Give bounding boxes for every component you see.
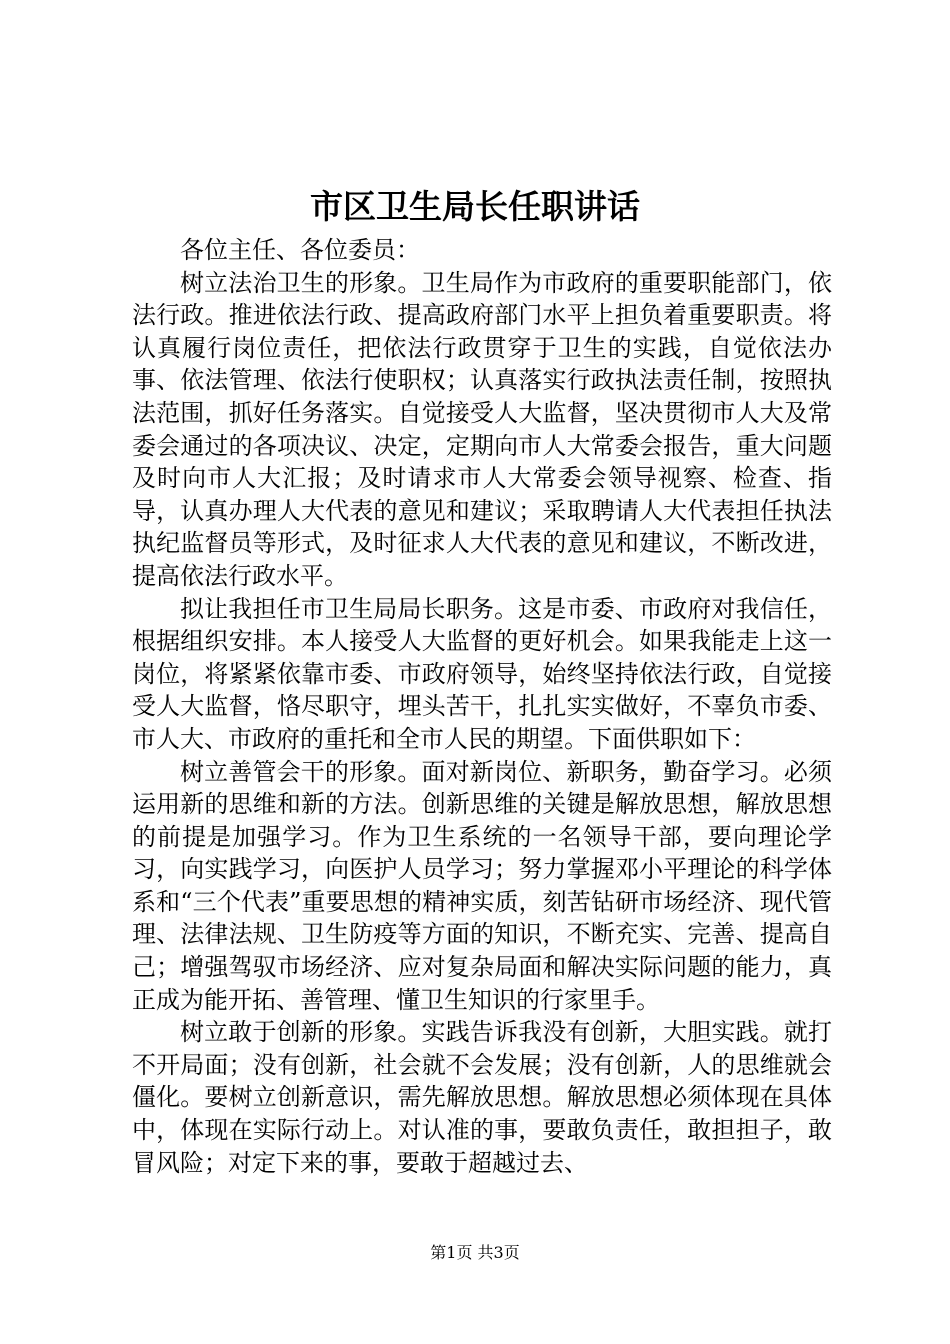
page-footer: 第1页 共3页: [430, 1243, 520, 1262]
paragraph-management: 树立善管会干的形象。面对新岗位、新职务，勤奋学习。必须运用新的思维和新的方法。创新思维的关键是解放思想，解放思想的前提是加强学习。作为卫生系统的一名领导干部，要向理论学习，向实践学习，向医护人员学习；努力掌握邓小平理论的科学体系和“三个代表”重要思想的精神实质，刻苦钻研市场经济、现代管理、法律法规、卫生防疫等方面的知识，不断充实、完善、提高自己；增强驾驭市场经济、应对复杂局面和解决实际问题的能力，真正成为能开拓、善管理、懂卫生知识的行家里手。: [132, 757, 832, 1014]
salutation: 各位主任、各位委员：: [180, 236, 420, 264]
paragraph-appointment: 拟让我担任市卫生局局长职务。这是市委、市政府对我信任，根据组织安排。本人接受人大监督的更好机会。如果我能走上这一岗位，将紧紧依靠市委、市政府领导，始终坚持依法行政，自觉接受人大监督，恪尽职守，埋头苦干，扎扎实实做好，不辜负市委、市人大、市政府的重托和全市人民的期望。下面供职如下：: [132, 594, 832, 753]
paragraph-rule-of-law: 树立法治卫生的形象。卫生局作为市政府的重要职能部门，依法行政。推进依法行政、提高政府部门水平上担负着重要职责。将认真履行岗位责任，把依法行政贯穿于卫生的实践，自觉依法办事、依法管理、依法行使职权；认真落实行政执法责任制，按照执法范围，抓好任务落实。自觉接受人大监督，坚决贯彻市人大及常委会通过的各项决议、决定，定期向市人大常委会报告，重大问题及时向市人大汇报；及时请求市人大常委会领导视察、检查、指导，认真办理人大代表的意见和建议；采取聘请人大代表担任执法执纪监督员等形式，及时征求人大代表的意见和建议，不断改进，提高依法行政水平。: [132, 268, 832, 590]
document-title: 市区卫生局长任职讲话: [310, 187, 640, 226]
document-body: [132, 234, 832, 1179]
paragraph-innovation: 树立敢于创新的形象。实践告诉我没有创新，大胆实践。就打不开局面；没有创新，社会就不会发展；没有创新，人的思维就会僵化。要树立创新意识，需先解放思想。解放思想必须体现在具体中，体现在实际行动上。对认准的事，要敢负责任，敢担担子，敢冒风险；对定下来的事，要敢于超越过去、: [132, 1018, 832, 1177]
